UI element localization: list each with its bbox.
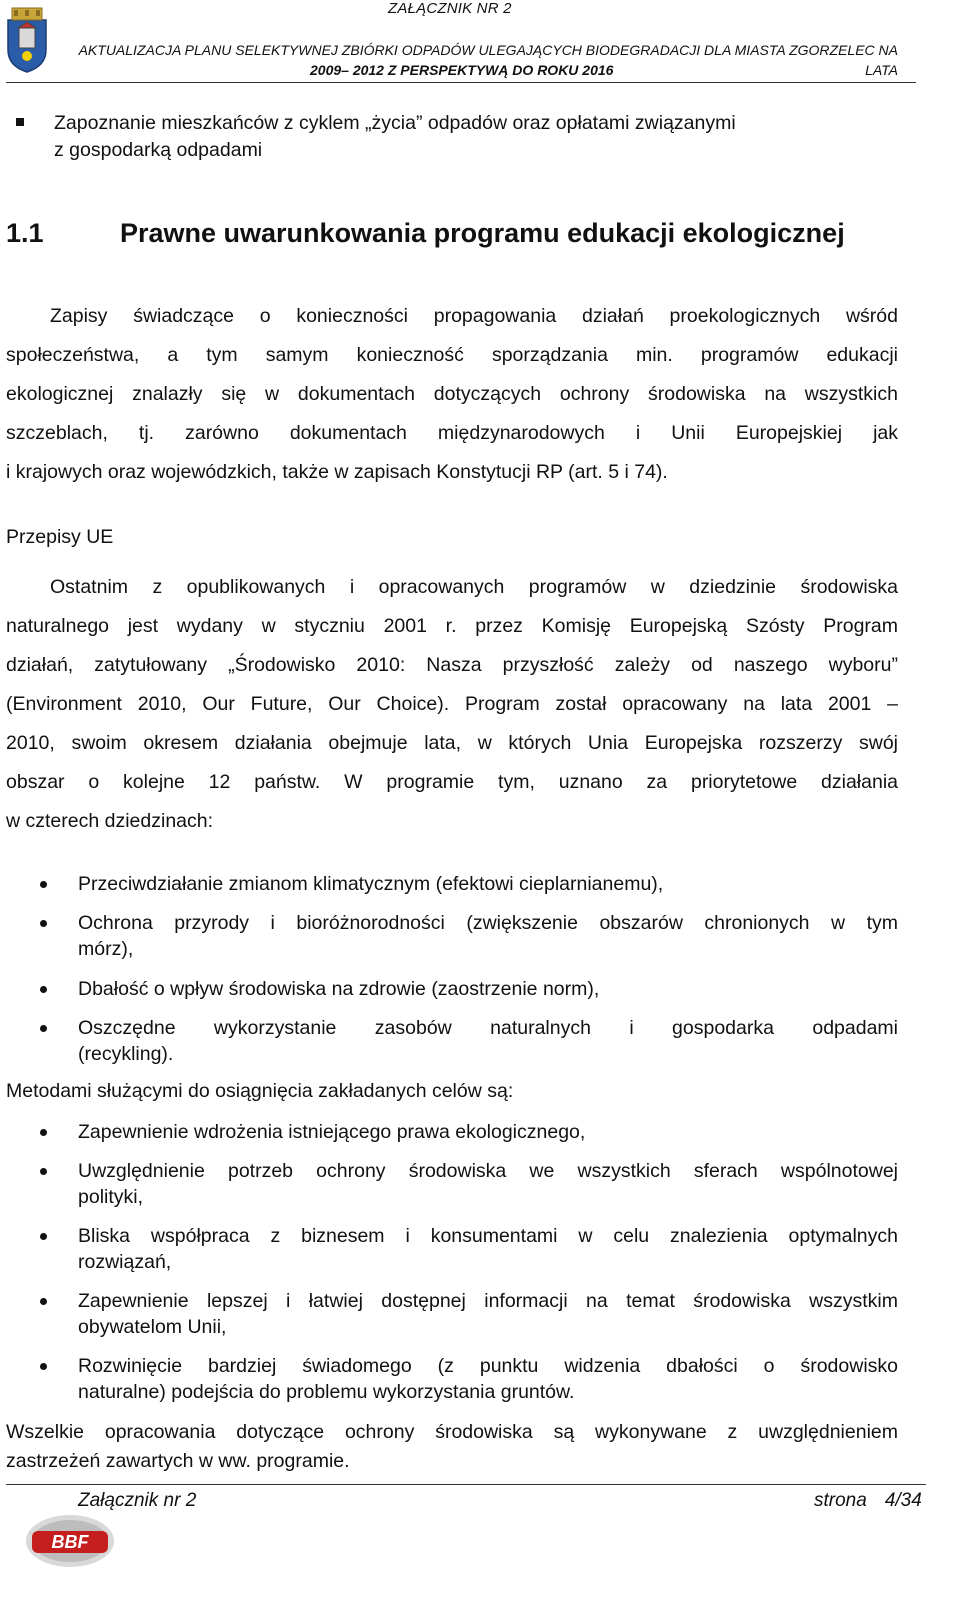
list-item-continued: rozwiązań, [78,1251,172,1273]
paragraph2-line3: działań, zatytułowany „Środowisko 2010: Nasza przyszłość zależy od naszego wyboru” [6,654,898,676]
list-item: Zapewnienie wdrożenia istniejącego prawa ekologicznego, [78,1121,586,1143]
round-bullet-icon [40,881,47,888]
bbf-logo-text: BBF [51,1532,89,1552]
paragraph1-line2: społeczeństwa, a tym samym konieczność sporządzania min. programów edukacji [6,344,898,366]
round-bullet-icon [40,1168,47,1175]
list-item: Oszczędne wykorzystanie zasobów naturalnych i gospodarka odpadami [78,1017,898,1039]
square-bullet-icon [16,118,24,126]
paragraph2-line1: Ostatnim z opublikowanych i opracowanych programów w dziedzinie środowiska [50,576,898,598]
closing-line2: zastrzeżeń zawartych w ww. programie. [6,1450,350,1472]
header-title: ZAŁĄCZNIK NR 2 [388,0,512,17]
header-subtitle: AKTUALIZACJA PLANU SELEKTYWNEJ ZBIÓRKI ODPADÓW ULEGAJĄCYCH BIODEGRADACJI DLA MIASTA ZGORZELEC NA LATA [78,42,898,78]
paragraph2-line2: naturalnego jest wydany w styczniu 2001 r. przez Komisję Europejską Szósty Program [6,615,898,637]
eu-heading: Przepisy UE [6,526,114,548]
intro-bullet-line1: Zapoznanie mieszkańców z cyklem „życia” odpadów oraz opłatami związanymi [54,112,736,134]
paragraph2-line7: w czterech dziedzinach: [6,810,214,832]
closing-line1: Wszelkie opracowania dotyczące ochrony środowiska są wykonywane z uwzględnieniem [6,1421,898,1443]
paragraph1-line5: i krajowych oraz wojewódzkich, także w zapisach Konstytucji RP (art. 5 i 74). [6,461,668,483]
intro-bullet-line2: z gospodarką odpadami [54,139,263,161]
round-bullet-icon [40,920,47,927]
list-item: Uwzględnienie potrzeb ochrony środowiska we wszystkich sferach wspólnotowej [78,1160,898,1182]
round-bullet-icon [40,1025,47,1032]
list-item-continued: naturalne) podejścia do problemu wykorzystania gruntów. [78,1381,575,1403]
methods-heading: Metodami służącymi do osiągnięcia zakładanych celów są: [6,1080,514,1102]
paragraph2-line5: 2010, swoim okresem działania obejmuje lata, w których Unia Europejska rozszerzy swój [6,732,898,754]
round-bullet-icon [40,1129,47,1136]
paragraph1-line4: szczeblach, tj. zarówno dokumentach międzynarodowych i Unii Europejskiej jak [6,422,898,444]
list-item: Zapewnienie lepszej i łatwiej dostępnej informacji na temat środowiska wszystkim [78,1290,898,1312]
footer-page-number: 4/34 [884,1490,922,1511]
round-bullet-icon [40,1363,47,1370]
paragraph2-line4: (Environment 2010, Our Future, Our Choice). Program został opracowany na lata 2001 – [6,693,898,715]
list-item: Rozwinięcie bardziej świadomego (z punktu widzenia dbałości o środowisko [78,1355,898,1377]
list-item: Bliska współpraca z biznesem i konsumentami w celu znalezienia optymalnych [78,1225,898,1247]
section-number: 1.1 [6,218,44,248]
list-item-continued: mórz), [78,938,134,960]
list-item: Ochrona przyrody i bioróżnorodności (zwiększenie obszarów chronionych w tym [78,912,898,934]
section-title: Prawne uwarunkowania programu edukacji ekologicznej [120,218,845,248]
header-subtitle-years: 2009– 2012 Z PERSPEKTYWĄ DO ROKU 2016 [310,62,614,78]
footer-divider [6,1484,926,1485]
header-divider [6,82,916,83]
list-item: Dbałość o wpływ środowiska na zdrowie (zaostrzenie norm), [78,978,600,1000]
paragraph1-line1: Zapisy świadczące o konieczności propagowania działań proekologicznych wśród [50,305,898,327]
round-bullet-icon [40,1298,47,1305]
bbf-logo-icon [24,1512,116,1570]
section-heading [6,218,845,249]
footer-page [814,1490,922,1512]
list-item-continued: polityki, [78,1186,144,1208]
paragraph2-line6: obszar o kolejne 12 państw. W programie tym, uznano za priorytetowe działania [6,771,898,793]
round-bullet-icon [40,1233,47,1240]
round-bullet-icon [40,986,47,993]
paragraph1-line3: ekologicznej znalazły się w dokumentach dotyczących ochrony środowiska na wszystkich [6,383,898,405]
city-crest-icon [6,6,48,74]
footer-page-label: strona [814,1490,867,1511]
list-item: Przeciwdziałanie zmianom klimatycznym (efektowi cieplarnianemu), [78,873,664,895]
footer-attachment: Załącznik nr 2 [78,1490,197,1511]
list-item-continued: (recykling). [78,1043,174,1065]
list-item-continued: obywatelom Unii, [78,1316,227,1338]
